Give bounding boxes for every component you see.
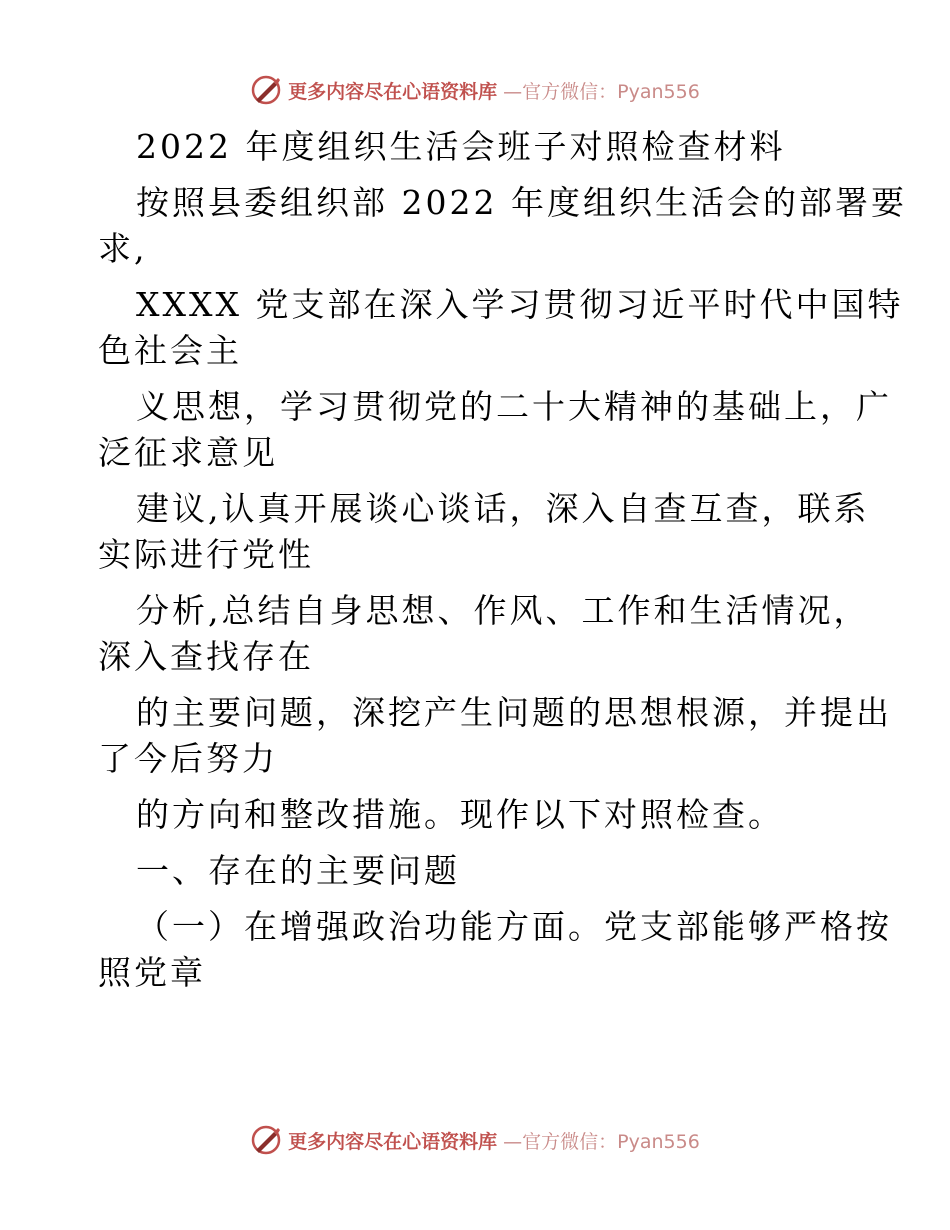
paragraph-line: 了今后努力 [98,739,278,778]
paragraph-line: 义思想，学习贯彻党的二十大精神的基础上，广 [136,387,892,426]
paragraph-line: 照党章 [98,953,206,992]
watermark-site-text: 更多内容尽在心语资料库 [288,1130,498,1153]
paragraph-line: 按照县委组织部 2022 年度组织生活会的部署要 [136,183,907,222]
footer-watermark [0,1120,950,1160]
paragraph-line: 深入查找存在 [98,637,314,676]
watermark-site-text: 更多内容尽在心语资料库 [288,80,498,103]
pen-seal-logo-icon [250,74,282,106]
paragraph-line: XXXX 党支部在深入学习贯彻习近平时代中国特 [136,285,904,324]
header-watermark [0,70,950,110]
paragraph-line: 建议,认真开展谈心谈话，深入自查互查，联系 [136,489,870,528]
paragraph-line: 的主要问题，深挖产生问题的思想根源，并提出 [136,693,892,732]
paragraph-line: 泛征求意见 [98,433,278,472]
document-body [98,124,907,996]
paragraph-line: （一）在增强政治功能方面。党支部能够严格按 [136,907,892,946]
document-title: 2022 年度组织生活会班子对照检查材料 [136,127,786,166]
paragraph-line: 色社会主 [98,331,242,370]
section-heading: 一、存在的主要问题 [136,851,460,890]
paragraph-line: 的方向和整改措施。现作以下对照检查。 [136,795,784,834]
paragraph-line: 求, [98,229,148,268]
paragraph-line: 分析,总结自身思想、作风、工作和生活情况， [136,591,870,630]
paragraph-line: 实际进行党性 [98,535,314,574]
pen-seal-logo-icon [250,1124,282,1156]
watermark-contact-text: —官方微信：Pyan556 [503,1130,700,1153]
watermark-contact-text: —官方微信：Pyan556 [503,80,700,103]
